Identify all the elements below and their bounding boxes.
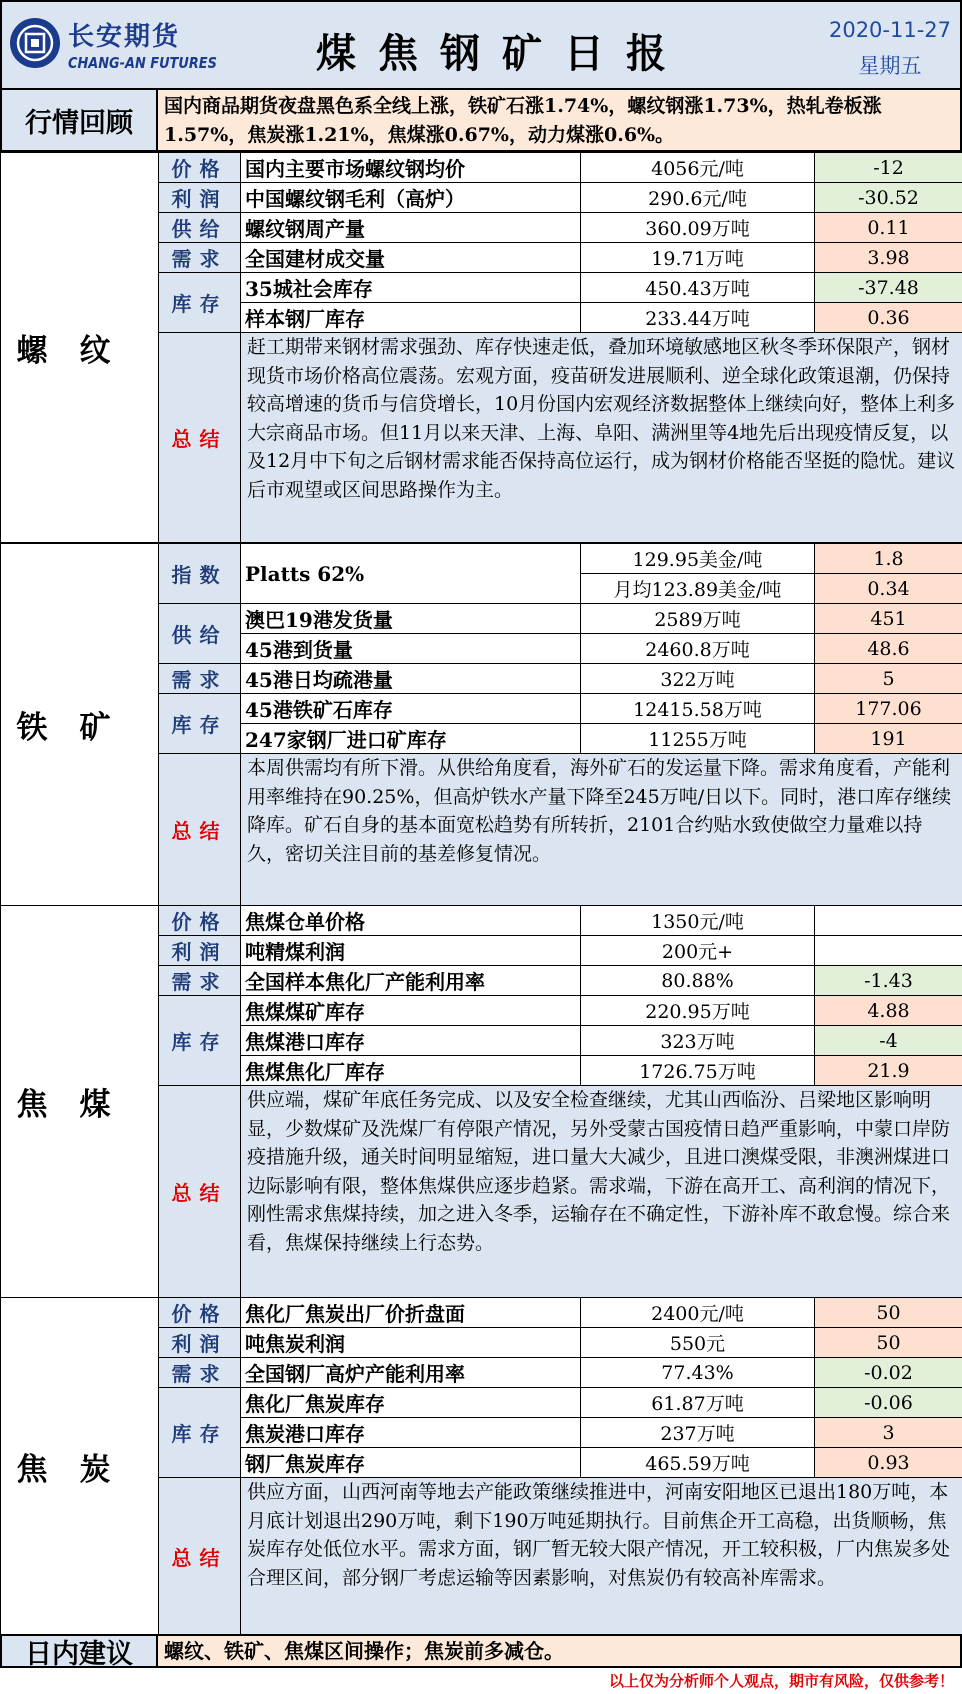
indicator-name: 焦化厂焦炭出厂价折盘面 (241, 1298, 581, 1328)
coking-coal-summary: 供应端，煤矿年底任务完成、以及安全检查继续，尤其山西临汾、吕梁地区影响明显，少数煤矿及洗煤厂有停限产情况，另外受蒙古国疫情日趋严重影响，中蒙口岸防疫措施升级，通关时间明显缩短，进口量大大减少，且进口澳煤受限，非澳洲煤进口边际影响有限，整体焦煤供应逐步趋紧。需求端，下游在高开工、高利润的情况下，刚性需求焦煤持续，加之进入冬季，运输存在不确定性，下游补库不敢怠慢。综合来看，焦煤保持继续上行态势。 (241, 1086, 962, 1298)
group-label: 供给 (159, 213, 241, 243)
summary-label: 总结 (159, 1478, 241, 1635)
indicator-change: 3 (815, 1418, 962, 1448)
indicator-value: 200元+ (581, 936, 815, 966)
group-label: 需求 (159, 966, 241, 996)
indicator-value: 77.43% (581, 1358, 815, 1388)
iron-ore-summary: 本周供需均有所下滑。从供给角度看，海外矿石的发运量下降。需求角度看，产能利用率维持在90.25%，但高炉铁水产量下降至245万吨/日以下。同时，港口库存继续降库。矿石自身的基本面宽松趋势有所转折，2101合约贴水致使做空力量难以持久，密切关注目前的基差修复情况。 (241, 754, 962, 906)
indicator-name: 钢厂焦炭库存 (241, 1448, 581, 1478)
indicator-value: 360.09万吨 (581, 213, 815, 243)
group-label: 利润 (159, 1328, 241, 1358)
indicator-value: 233.44万吨 (581, 303, 815, 333)
indicator-change: 0.34 (815, 574, 962, 604)
report-header (0, 0, 962, 90)
indicator-name: 国内主要市场螺纹钢均价 (241, 153, 581, 183)
coking-coal-section-label: 焦煤 (1, 906, 159, 1298)
indicator-name: 焦煤港口库存 (241, 1026, 581, 1056)
indicator-name: 35城社会库存 (241, 273, 581, 303)
summary-label: 总结 (159, 754, 241, 906)
indicator-value: 129.95美金/吨 (581, 544, 815, 574)
indicator-change: 21.9 (815, 1056, 962, 1086)
indicator-value: 11255万吨 (581, 724, 815, 754)
indicator-value: 323万吨 (581, 1026, 815, 1056)
indicator-value: 290.6元/吨 (581, 183, 815, 213)
indicator-name: 焦炭港口库存 (241, 1418, 581, 1448)
group-label: 库存 (159, 273, 241, 333)
coke-section (0, 1297, 962, 1635)
indicator-name: 45港到货量 (241, 634, 581, 664)
group-label: 需求 (159, 664, 241, 694)
indicator-name: 45港铁矿石库存 (241, 694, 581, 724)
rebar-summary: 赶工期带来钢材需求强劲、库存快速走低，叠加环境敏感地区秋冬季环保限产，钢材现货市场价格高位震荡。宏观方面，疫苗研发进展顺利、逆全球化政策退潮，仍保持较高增速的货币与信贷增长，10月份国内宏观经济数据整体上继续向好，整体上利多大宗商品市场。但11月以来天津、上海、阜阳、满洲里等4地先后出现疫情反复，以及12月中下旬之后钢材需求能否保持高位运行，成为钢材价格能否坚挺的隐忧。建议后市观望或区间思路操作为主。 (241, 333, 962, 543)
indicator-value: 550元 (581, 1328, 815, 1358)
indicator-name: 澳巴19港发货量 (241, 604, 581, 634)
indicator-change (815, 906, 962, 936)
coke-section-label: 焦炭 (1, 1298, 159, 1635)
summary-label: 总结 (159, 333, 241, 543)
group-label: 需求 (159, 243, 241, 273)
indicator-name: 螺纹钢周产量 (241, 213, 581, 243)
indicator-change: 48.6 (815, 634, 962, 664)
market-review-label: 行情回顾 (0, 90, 158, 152)
indicator-name: 全国样本焦化厂产能利用率 (241, 966, 581, 996)
indicator-name: 45港日均疏港量 (241, 664, 581, 694)
indicator-name: 焦煤煤矿库存 (241, 996, 581, 1026)
group-label: 需求 (159, 1358, 241, 1388)
indicator-change: 3.98 (815, 243, 962, 273)
group-label: 库存 (159, 694, 241, 754)
report-title: 煤焦钢矿日报 (316, 31, 688, 77)
indicator-name: 样本钢厂库存 (241, 303, 581, 333)
rebar-section (0, 152, 962, 543)
indicator-change: 50 (815, 1298, 962, 1328)
indicator-change: -0.06 (815, 1388, 962, 1418)
group-label: 价格 (159, 1298, 241, 1328)
indicator-value: 2589万吨 (581, 604, 815, 634)
iron-ore-section-label: 铁矿 (1, 544, 159, 906)
indicator-change: 0.11 (815, 213, 962, 243)
indicator-value: 237万吨 (581, 1418, 815, 1448)
indicator-value: 2400元/吨 (581, 1298, 815, 1328)
group-label: 库存 (159, 996, 241, 1086)
report-date: 2020-11-27 (828, 18, 952, 42)
indicator-change: -4 (815, 1026, 962, 1056)
indicator-value: 月均123.89美金/吨 (581, 574, 815, 604)
indicator-change: -0.02 (815, 1358, 962, 1388)
indicator-value: 1726.75万吨 (581, 1056, 815, 1086)
intraday-advice-text: 螺纹、铁矿、焦煤区间操作；焦炭前多减仓。 (158, 1634, 962, 1668)
indicator-change: 1.8 (815, 544, 962, 574)
group-label: 价格 (159, 153, 241, 183)
indicator-value: 80.88% (581, 966, 815, 996)
logo-chinese-name: 长安期货 (68, 22, 181, 52)
indicator-name: 吨精煤利润 (241, 936, 581, 966)
indicator-change: 451 (815, 604, 962, 634)
coking-coal-section (0, 905, 962, 1298)
indicator-name: 吨焦炭利润 (241, 1328, 581, 1358)
indicator-value: 450.43万吨 (581, 273, 815, 303)
group-label: 价格 (159, 906, 241, 936)
indicator-change: 4.88 (815, 996, 962, 1026)
indicator-value: 465.59万吨 (581, 1448, 815, 1478)
group-label: 库存 (159, 1388, 241, 1478)
indicator-change: 0.36 (815, 303, 962, 333)
indicator-change: 50 (815, 1328, 962, 1358)
iron-ore-section (0, 543, 962, 906)
disclaimer: 以上仅为分析师个人观点，期市有风险，仅供参考！ (608, 1672, 954, 1690)
market-review-text: 国内商品期货夜盘黑色系全线上涨，铁矿石涨1.74%，螺纹钢涨1.73%，热轧卷板涨1.57%，焦炭涨1.21%，焦煤涨0.67%，动力煤涨0.6%。 (158, 90, 962, 152)
indicator-value: 322万吨 (581, 664, 815, 694)
group-label: 指数 (159, 544, 241, 604)
indicator-name: 焦化厂焦炭库存 (241, 1388, 581, 1418)
group-label: 利润 (159, 183, 241, 213)
indicator-change: -1.43 (815, 966, 962, 996)
indicator-name: 全国钢厂高炉产能利用率 (241, 1358, 581, 1388)
indicator-change: 5 (815, 664, 962, 694)
indicator-name: 中国螺纹钢毛利（高炉） (241, 183, 581, 213)
indicator-name: 247家钢厂进口矿库存 (241, 724, 581, 754)
indicator-value: 220.95万吨 (581, 996, 815, 1026)
indicator-name: 全国建材成交量 (241, 243, 581, 273)
indicator-value: 12415.58万吨 (581, 694, 815, 724)
intraday-advice-label: 日内建议 (0, 1634, 158, 1668)
indicator-change: -37.48 (815, 273, 962, 303)
indicator-change (815, 936, 962, 966)
indicator-value: 4056元/吨 (581, 153, 815, 183)
indicator-value: 61.87万吨 (581, 1388, 815, 1418)
indicator-name: 焦煤仓单价格 (241, 906, 581, 936)
indicator-change: 0.93 (815, 1448, 962, 1478)
group-label: 利润 (159, 936, 241, 966)
indicator-change: 177.06 (815, 694, 962, 724)
rebar-section-label: 螺纹 (1, 153, 159, 543)
indicator-change: -12 (815, 153, 962, 183)
report-weekday: 星期五 (858, 54, 922, 78)
coke-summary: 供应方面，山西河南等地去产能政策继续推进中，河南安阳地区已退出180万吨，本月底计划退出290万吨，剩下190万吨延期执行。目前焦企开工高稳，出货顺畅，焦炭库存处低位水平。需求方面，钢厂暂无较大限产情况，开工较积极，厂内焦炭多处合理区间，部分钢厂考虑运输等因素影响，对焦炭仍有较高补库需求。 (241, 1478, 962, 1635)
group-label: 供给 (159, 604, 241, 664)
indicator-change: 191 (815, 724, 962, 754)
logo-icon (10, 18, 60, 68)
logo-english-name: CHANG-AN FUTURES (68, 54, 217, 72)
indicator-value: 19.71万吨 (581, 243, 815, 273)
indicator-value: 2460.8万吨 (581, 634, 815, 664)
summary-label: 总结 (159, 1086, 241, 1298)
indicator-value: 1350元/吨 (581, 906, 815, 936)
indicator-change: -30.52 (815, 183, 962, 213)
indicator-name: Platts 62% (241, 544, 581, 604)
indicator-name: 焦煤焦化厂库存 (241, 1056, 581, 1086)
